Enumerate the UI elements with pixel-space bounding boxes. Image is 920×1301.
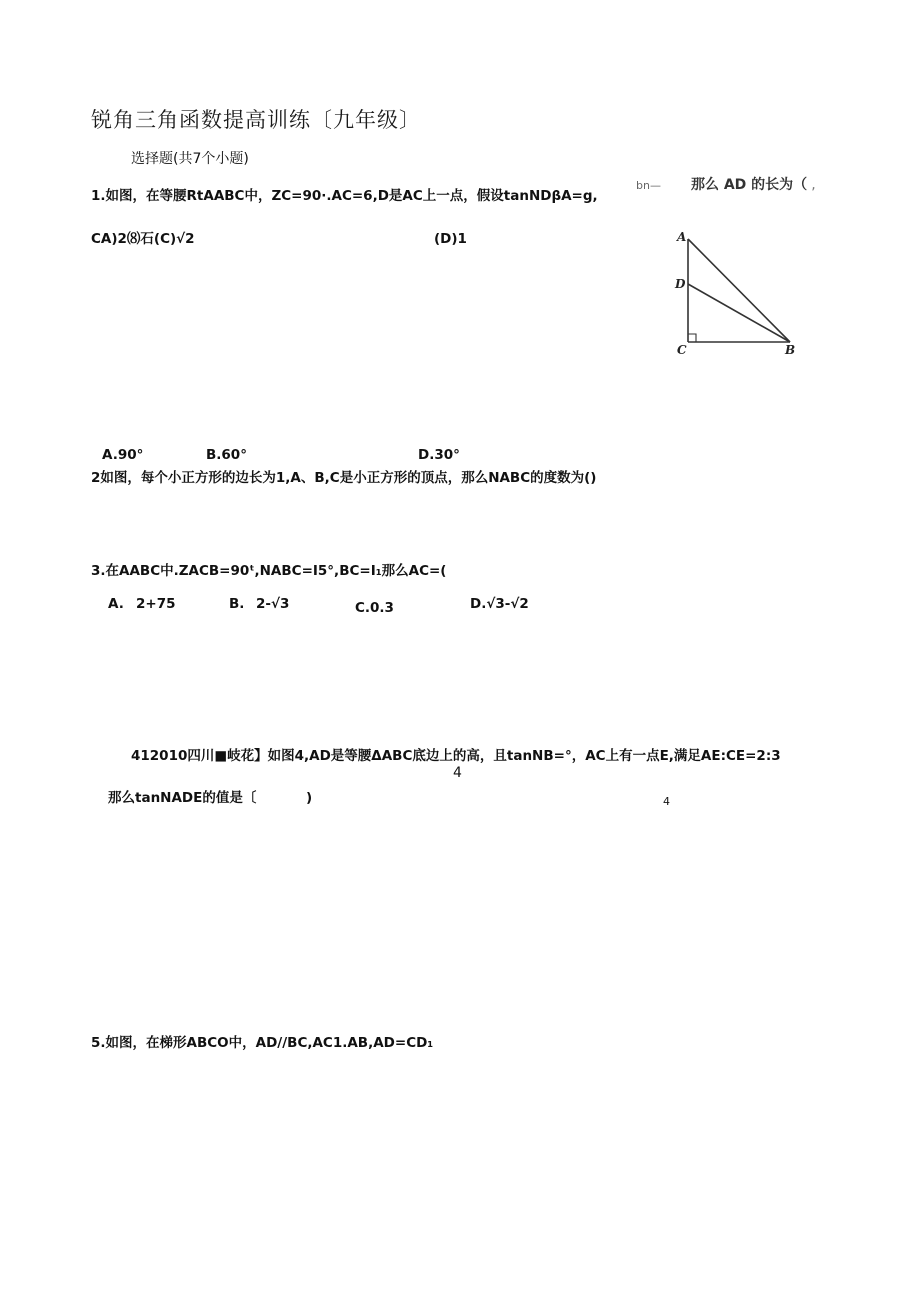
triangle-figure [672, 226, 802, 360]
section-heading: 选择题(共7个小题) [131, 151, 249, 167]
label-a: A [677, 230, 687, 244]
question-3-option-b-label: B. [229, 596, 245, 612]
option-a: A.90° [102, 447, 144, 463]
question-3-option-c: C.0.3 [355, 600, 394, 616]
option-b: B.60° [206, 447, 247, 463]
question-2-stem: 2如图，每个小正方形的边长为1,A、B,C是小正方形的顶点，那么NABC的度数为() [91, 470, 597, 486]
question-3-option-a-label: A. [108, 596, 124, 612]
question-4-stem: 412010四川■岐花】如图4,AD是等腰ΔABC底边上的高，且tanNB=°，AC上有一点E,满足AE:CE=2:3 [131, 748, 781, 764]
right-angle-mark [688, 334, 696, 342]
side-ab [688, 239, 790, 342]
question-1-options-abc: CA)2⑻石(C)√2 [91, 231, 195, 247]
question-1-continuation-suffix: , [811, 177, 816, 193]
segment-db [688, 284, 790, 342]
question-1-continuation-text: 那么 AD 的长为（ [690, 177, 808, 193]
question-1-stem: 1.如图，在等腰RtAABC中，ZC=90·.AC=6,D是AC上一点，假设tanNDβA=g, [91, 188, 598, 204]
question-3-option-a-value: 2+75 [136, 596, 176, 612]
label-b: B [785, 343, 796, 357]
question-4-fraction-denominator: 4 [453, 765, 462, 781]
question-4-stray-digit: 4 [663, 795, 670, 808]
question-3-stem: 3.在AABC中.ZACB=90ᵗ,NABC=I5°,BC=I₁那么AC=( [91, 563, 447, 579]
question-5-stem: 5.如图，在梯形ABCO中，AD//BC,AC1.AB,AD=CD₁ [91, 1035, 434, 1051]
question-3-option-b-value: 2-√3 [256, 596, 290, 612]
question-4-line2: 那么tanNADE的值是〔 [108, 790, 257, 806]
label-c: C [677, 343, 687, 357]
label-d: D [675, 277, 686, 291]
option-d: D.30° [418, 447, 460, 463]
question-4-line2-close: ) [306, 790, 313, 806]
question-1-continuation-prefix: bn— [636, 179, 661, 192]
page-title: 锐角三角函数提高训练〔九年级〕 [91, 108, 421, 132]
question-1-continuation [636, 178, 816, 192]
question-1-option-d: (D)1 [434, 231, 467, 247]
question-3-option-d: D.√3-√2 [470, 596, 529, 612]
